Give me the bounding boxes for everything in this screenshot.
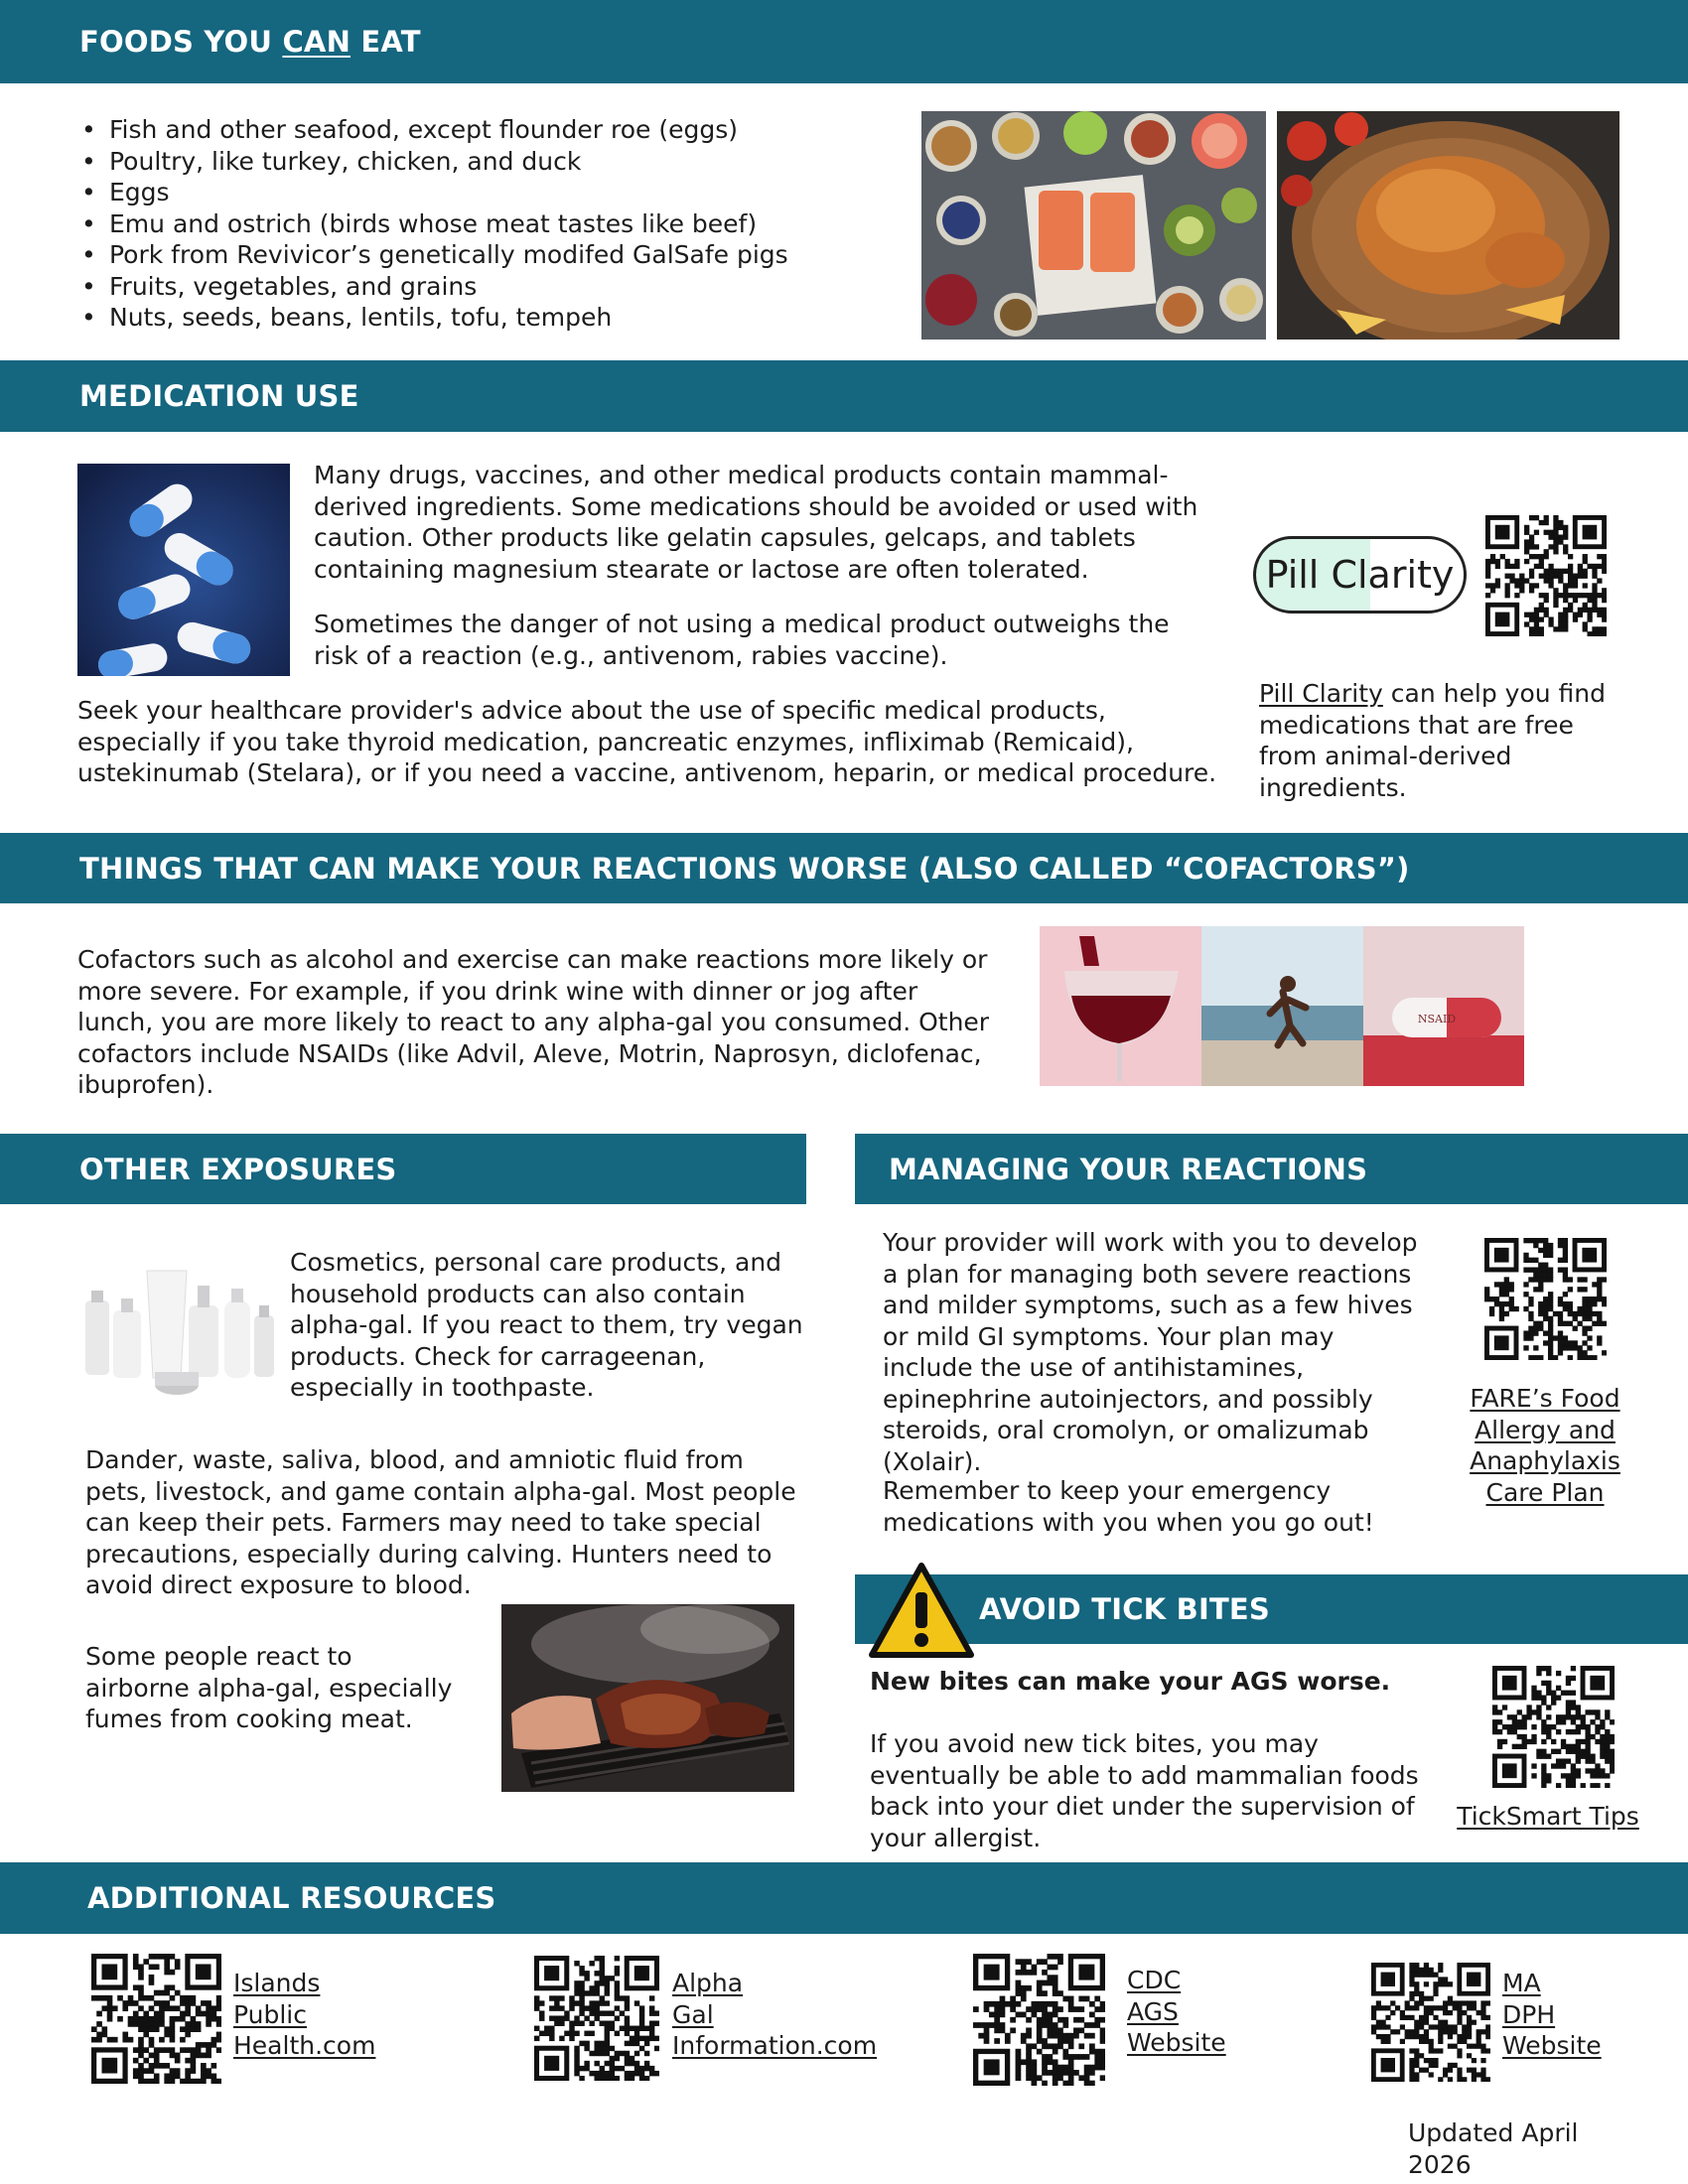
qr-pattern xyxy=(91,1954,221,2084)
pill-clarity-qr-code[interactable] xyxy=(1485,515,1607,636)
exposures-para-2: Dander, waste, saliva, blood, and amniotic fluid from pets, livestock, and game contain alpha-gal. Most people can keep their pets. Farmers may need to take special precautions, especially during calving. Hunters need to avoid direct exposure to blood. xyxy=(85,1445,796,1599)
managing-heading: MANAGING YOUR REACTIONS xyxy=(889,1152,1368,1186)
link-line: DPH xyxy=(1502,1999,1556,2029)
resources-heading: ADDITIONAL RESOURCES xyxy=(87,1881,496,1915)
foods-heading-can: CAN xyxy=(282,25,352,59)
pill-clarity-logo-text: Pill Clarity xyxy=(1265,553,1455,597)
ticks-heading-band xyxy=(855,1574,1688,1644)
list-item: • Nuts, seeds, beans, lentils, tofu, tempeh xyxy=(79,302,904,334)
roast-chicken-photo xyxy=(1277,111,1619,340)
exposures-heading-band xyxy=(0,1134,806,1204)
list-item: • Emu and ostrich (birds whose meat tastes like beef) xyxy=(79,208,904,240)
link-line: MA xyxy=(1502,1969,1541,1997)
ticks-bold-text: New bites can make your AGS worse. xyxy=(870,1667,1391,1696)
capsules-photo xyxy=(77,464,290,676)
list-item: • Fish and other seafood, except flounder roe (eggs) xyxy=(79,114,904,146)
cofactors-text: Cofactors such as alcohol and exercise can make reactions more likely or more severe. For example, if you drink wine with dinner or jog after lunch, you are more likely to react to any alpha-gal you consumed. Other cofactors include NSAIDs (like Advil, Aleve, Motrin, Naprosyn, diclofenac, ibuprofen). xyxy=(77,945,990,1099)
ma-dph-website-link[interactable] xyxy=(1502,1968,1651,2062)
cdc-ags-website-qr-code[interactable] xyxy=(973,1954,1105,2086)
ticksmart-qr-code[interactable] xyxy=(1492,1666,1615,1788)
link-line: Alpha xyxy=(672,1969,744,1997)
link-line: Islands xyxy=(233,1969,321,1997)
fare-care-plan-link[interactable]: FARE’s Food Allergy and Anaphylaxis Care Plan xyxy=(1470,1384,1620,1507)
foods-heading-post: EAT xyxy=(351,25,421,59)
exposures-heading: OTHER EXPOSURES xyxy=(79,1152,397,1186)
link-line: AGS xyxy=(1127,1996,1179,2026)
alpha-gal-information-qr-code[interactable] xyxy=(534,1956,659,2081)
medication-para-3: Seek your healthcare provider's advice about the use of specific medical products, especially if you take thyroid medication, pancreatic enzymes, infliximab (Remicaid), ustekinumab (Stelara), or if you need a vaccine, antivenom, heparin, or medical procedure. xyxy=(77,696,1217,787)
exposures-para-1: Cosmetics, personal care products, and household products can also contain alpha-gal. If you react to them, try vegan products. Check for carrageenan, especially in toothpaste. xyxy=(290,1248,803,1402)
link-line: Gal xyxy=(672,1999,714,2029)
link-line: Health.com xyxy=(233,2031,376,2060)
managing-heading-band xyxy=(855,1134,1688,1204)
medication-heading: MEDICATION USE xyxy=(79,379,359,413)
link-line: Public xyxy=(233,1999,307,2029)
link-line: Website xyxy=(1127,2028,1226,2057)
fare-care-plan-qr-code[interactable] xyxy=(1484,1238,1607,1360)
cofactors-heading: THINGS THAT CAN MAKE YOUR REACTIONS WORSE (ALSO CALLED “COFACTORS”) xyxy=(79,851,1410,886)
foods-list xyxy=(79,114,904,334)
qr-pattern xyxy=(973,1954,1105,2086)
list-item: • Fruits, vegetables, and grains xyxy=(79,271,904,303)
list-item: • Eggs xyxy=(79,177,904,208)
link-line: Website xyxy=(1502,2031,1602,2060)
foods-heading-pre: FOODS YOU xyxy=(79,25,283,59)
ticks-heading: AVOID TICK BITES xyxy=(979,1592,1271,1626)
ma-dph-website-qr-code[interactable] xyxy=(1371,1963,1490,2082)
alpha-gal-information-link[interactable] xyxy=(672,1968,878,2062)
cosmetics-photo xyxy=(77,1261,276,1400)
warning-icon xyxy=(867,1561,976,1660)
cofactors-heading-band xyxy=(0,833,1688,903)
islands-public-health-qr-code[interactable] xyxy=(91,1954,221,2084)
islands-public-health-link[interactable] xyxy=(233,1968,392,2062)
managing-para-1: Your provider will work with you to develop a plan for managing both severe reactions and milder symptoms, such as a few hives or mild GI symptoms. Your plan may include the use of antihistamines, epinephrine autoinjectors, and possibly steroids, oral cromolyn, or omalizumab (Xolair). xyxy=(883,1228,1418,1476)
list-item: • Pork from Revivicor’s genetically modifed GalSafe pigs xyxy=(79,239,904,271)
pill-clarity-logo xyxy=(1253,536,1467,614)
qr-pattern xyxy=(1492,1666,1615,1788)
qr-pattern xyxy=(1371,1963,1490,2082)
ticks-text: If you avoid new tick bites, you may eventually be able to add mammalian foods back into your diet under the supervision of your allergist. xyxy=(870,1729,1419,1852)
nsaid-pill-label: NSAID xyxy=(1417,1013,1457,1025)
healthy-food-photo xyxy=(921,111,1266,340)
exposures-para-3: Some people react to airborne alpha-gal, especially fumes from cooking meat. xyxy=(85,1642,453,1733)
qr-pattern xyxy=(1485,515,1607,636)
list-item: • Poultry, like turkey, chicken, and duck xyxy=(79,146,904,178)
medication-para-1: Many drugs, vaccines, and other medical products contain mammal-derived ingredients. Some medications should be avoided or used with caution. Other products like gelatin capsules, gelcaps, and tablets containing magnesium stearate or lactose are often tolerated. xyxy=(314,461,1198,584)
medication-heading-band xyxy=(0,360,1688,432)
cofactors-photo-strip xyxy=(1040,926,1524,1086)
grilling-meat-photo xyxy=(501,1604,794,1792)
cdc-ags-website-link[interactable] xyxy=(1127,1965,1276,2059)
qr-pattern xyxy=(1484,1238,1607,1360)
link-line: Information.com xyxy=(672,2031,878,2060)
pill-clarity-link[interactable]: Pill Clarity xyxy=(1259,679,1383,708)
resources-heading-band xyxy=(0,1862,1688,1934)
link-line: CDC xyxy=(1127,1966,1182,1994)
pill-clarity-text: can help you find medications that are free from animal-derived ingredients. xyxy=(1259,679,1606,802)
ticksmart-link[interactable]: TickSmart Tips xyxy=(1457,1802,1639,1831)
foods-heading-band xyxy=(0,0,1688,83)
updated-date: Updated April 2026 xyxy=(1408,2118,1579,2179)
medication-para-2: Sometimes the danger of not using a medical product outweighs the risk of a reaction (e.g., antivenom, rabies vaccine). xyxy=(314,610,1170,670)
managing-para-2: Remember to keep your emergency medications with you when you go out! xyxy=(883,1476,1374,1537)
pill-clarity-note xyxy=(1259,678,1636,803)
qr-pattern xyxy=(534,1956,659,2081)
